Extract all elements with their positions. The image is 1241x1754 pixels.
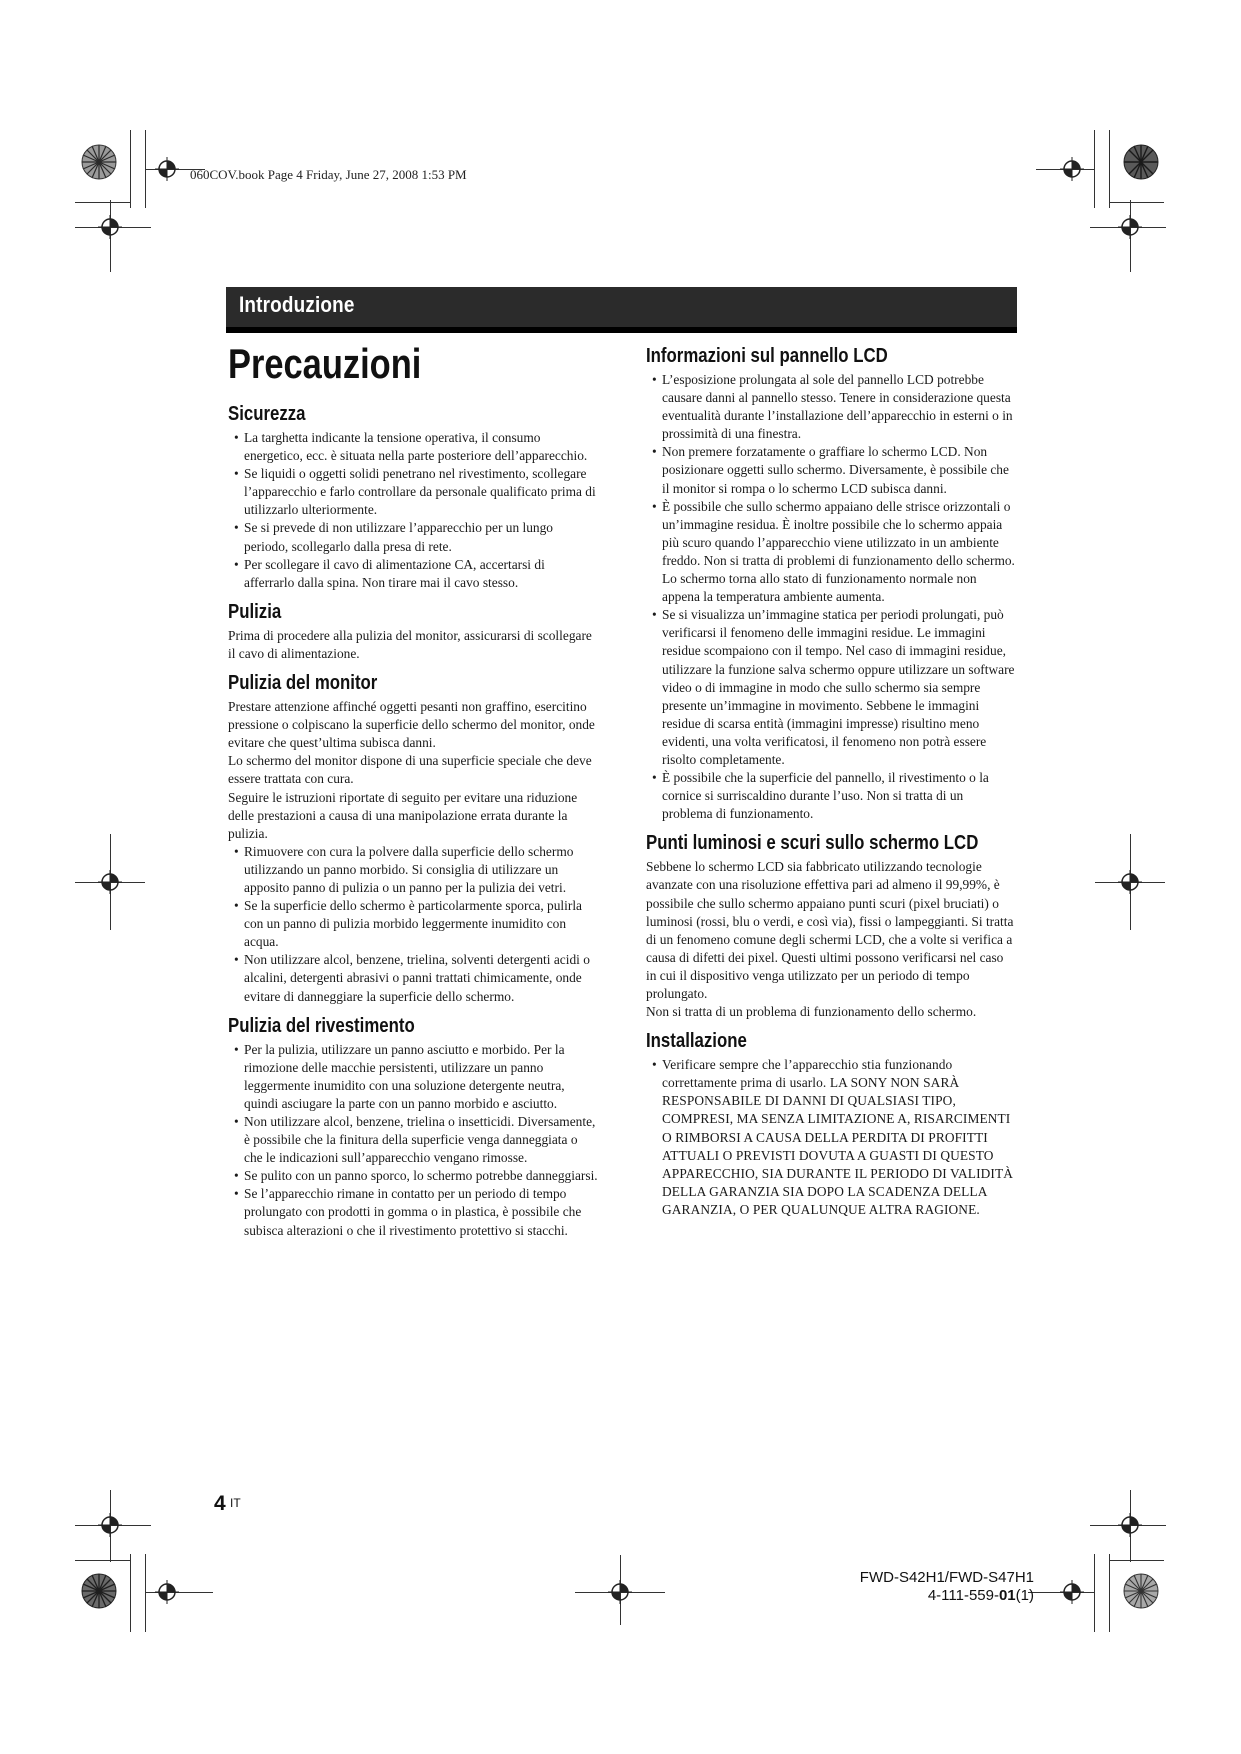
document-code (928, 1587, 1034, 1604)
heading-pulizia: Pulizia (228, 600, 282, 623)
registration-target-icon (1118, 1513, 1142, 1537)
registration-target-icon (1060, 157, 1084, 181)
pulizia-rivestimento-list (228, 1041, 598, 1240)
paragraph: Lo schermo del monitor dispone di una superficie speciale che deve essere trattata con cura. (228, 753, 592, 787)
sicurezza-list (228, 429, 598, 592)
star-target-icon (81, 1573, 117, 1609)
registration-target-icon (98, 215, 122, 239)
list-item: • Se si prevede di non utilizzare l’apparecchio per un lungo periodo, scollegarlo dalla presa di rete. (228, 519, 598, 555)
list-item: • Non premere forzatamente o graffiare lo schermo LCD. Non posizionare oggetti sullo schermo. Diversamente, è possibile che il monitor si rompa o lo schermo LCD subisca danni. (646, 443, 1016, 497)
list-item: • Se la superficie dello schermo è particolarmente sporca, pulirla con un panno di pulizia morbido leggermente inumidito con acqua. (228, 897, 598, 951)
code-suffix: (1) (1015, 1587, 1034, 1604)
installazione-list (646, 1056, 1016, 1219)
list-item: • Se l’apparecchio rimane in contatto per un periodo di tempo prolungato con prodotti in gomma o in plastica, è possibile che subisca alterazioni o che il rivestimento protettivo si stacchi. (228, 1185, 598, 1239)
heading-installazione: Installazione (646, 1030, 747, 1053)
paragraph: Seguire le istruzioni riportate di seguito per evitare una riduzione delle prestazioni a causa di una manipolazione errata durante la pulizia. (228, 789, 578, 841)
section-rule (226, 327, 1017, 333)
paragraph: Prestare attenzione affinché oggetti pesanti non graffino, esercitino pressione o colpiscano la superficie dello schermo del monitor, onde evitare che quest’ultima subisca danni. (228, 699, 595, 751)
book-info: 060COV.book Page 4 Friday, June 27, 2008 1:53 PM (190, 167, 467, 182)
list-item: • Per la pulizia, utilizzare un panno asciutto e morbido. Per la rimozione delle macchie persistenti, utilizzare un panno leggermente inumidito con una soluzione detergente neutra, quindi asciugare la parte con un panno morbido e asciutto. (228, 1041, 598, 1113)
left-column (228, 340, 598, 1240)
registration-target-icon (155, 1580, 179, 1604)
list-item: • Non utilizzare alcol, benzene, trielina o insetticidi. Diversamente, è possibile che la finitura della superficie venga danneggiata o che le indicazioni sull’apparecchio vengano rimosse. (228, 1113, 598, 1167)
registration-target-icon (608, 1580, 632, 1604)
list-item: • La targhetta indicante la tensione operativa, il consumo energetico, ecc. è situata nella parte posteriore dell’apparecchio. (228, 429, 598, 465)
paragraph: Non si tratta di un problema di funzionamento dello schermo. (646, 1004, 977, 1020)
registration-target-icon (1118, 215, 1142, 239)
list-item: • L’esposizione prolungata al sole del pannello LCD potrebbe causare danni al pannello stesso. Tenere in considerazione questa eventualità durante l’installazione dell’apparecchio in esterni o in prossimità di una finestra. (646, 371, 1016, 443)
section-header (226, 287, 1017, 327)
list-item: • Se si visualizza un’immagine statica per periodi prolungati, può verificarsi il fenomeno delle immagini residue. Le immagini residue scompaiono con il tempo. Nel caso di immagini residue, utilizzare la funzione salva schermo oppure utilizzare un software video o di immagine in modo che sullo schermo sia sempre presente un’immagine in movimento. Sebbene le immagini residue di scarsa entità (immagini impresse) risultino meno evidenti, una volta verificatosi, il fenomeno non potrà essere risolto completamente. (646, 606, 1016, 769)
lcd-info-list (646, 371, 1016, 823)
registration-target-icon (1060, 1580, 1084, 1604)
list-item: • Se liquidi o oggetti solidi penetrano nel rivestimento, scollegare l’apparecchio e farlo controllare da personale qualificato prima di utilizzarlo ulteriormente. (228, 465, 598, 519)
registration-target-icon (98, 870, 122, 894)
star-target-icon (81, 144, 117, 180)
model-number: FWD-S42H1/FWD-S47H1 (859, 1569, 1034, 1586)
heading-sicurezza: Sicurezza (228, 403, 306, 425)
heading-pulizia-rivestimento: Pulizia del rivestimento (228, 1014, 415, 1037)
list-item: • Verificare sempre che l’apparecchio stia funzionando correttamente prima di usarlo. LA SONY NON SARÀ RESPONSABILE DI DANNI DI QUALSIASI TIPO, COMPRESI, MA SENZA LIMITAZIONE A, RISARCIMENTI O RIMBORSI A CAUSA DELLA PERDITA DI PROFITTI ATTUALI O PREVISTI DOVUTA A GUASTI DI QUESTO APPARECCHIO, SIA DURANTE IL PERIODO DI VALIDITÀ DELLA GARANZIA SIA DOPO LA SCADENZA DELLA GARANZIA, O PER QUALUNQUE ALTRA RAGIONE. (646, 1056, 1016, 1219)
registration-target-icon (155, 157, 179, 181)
pulizia-text: Prima di procedere alla pulizia del monitor, assicurarsi di scollegare il cavo di alimentazione. (228, 627, 592, 661)
list-item: • Per scollegare il cavo di alimentazione CA, accertarsi di afferrarlo dalla spina. Non tirare mai il cavo stesso. (228, 556, 598, 592)
list-item: • Non utilizzare alcol, benzene, trielina, solventi detergenti acidi o alcalini, detergenti abrasivi o panni trattati chimicamente, onde evitare di danneggiare la superficie dello schermo. (228, 951, 598, 1005)
code-prefix: 4-111-559- (927, 1587, 999, 1604)
paragraph: Sebbene lo schermo LCD sia fabbricato utilizzando tecnologie avanzate con una risoluzione effettiva pari ad almeno il 99,99%, è possibile che sullo schermo appaiano punti scuri (pixel bruciati) o luminosi (rossi, blu o verdi, e così via), fissi o lampeggianti. Si tratta di un fenomeno comune degli schermi LCD, che a volte si verifica a causa di difetti dei pixel. Questi ultimi possono verificarsi nel caso in cui il dispositivo venga utilizzato per un periodo di tempo prolungato. (646, 859, 1014, 1001)
page-language: IT (230, 1496, 241, 1510)
code-bold: 01 (998, 1587, 1016, 1604)
star-target-icon (1123, 1573, 1159, 1609)
registration-target-icon (98, 1513, 122, 1537)
pulizia-monitor-list (228, 843, 598, 1006)
list-item: • È possibile che la superficie del pannello, il rivestimento o la cornice si surriscaldino durante l’uso. Non si tratta di un problema di funzionamento. (646, 769, 1016, 823)
registration-target-icon (1118, 870, 1142, 894)
section-title: Introduzione (239, 292, 355, 317)
heading-punti: Punti luminosi e scuri sullo schermo LCD (646, 832, 979, 855)
list-item: • Rimuovere con cura la polvere dalla superficie dello schermo utilizzando un panno morbido. Si consiglia di utilizzare un apposito panno di pulizia o un panno per la pulizia dei vetri. (228, 843, 598, 897)
star-target-icon (1123, 144, 1159, 180)
heading-pulizia-monitor: Pulizia del monitor (228, 672, 378, 695)
list-item: • Se pulito con un panno sporco, lo schermo potrebbe danneggiarsi. (228, 1167, 598, 1185)
heading-lcd-info: Informazioni sul pannello LCD (646, 345, 888, 367)
page-title: Precauzioni (228, 340, 422, 387)
list-item: • È possibile che sullo schermo appaiano delle strisce orizzontali o un’immagine residua. È inoltre possibile che lo schermo appaia più scuro quando l’apparecchio viene utilizzato in un ambiente freddo. Non si tratta di problemi di funzionamento dello schermo. Lo schermo torna allo stato di funzionamento normale non appena la temperatura ambiente aumenta. (646, 498, 1016, 607)
right-column (646, 344, 1016, 1219)
page-number: 4 (214, 1492, 226, 1515)
